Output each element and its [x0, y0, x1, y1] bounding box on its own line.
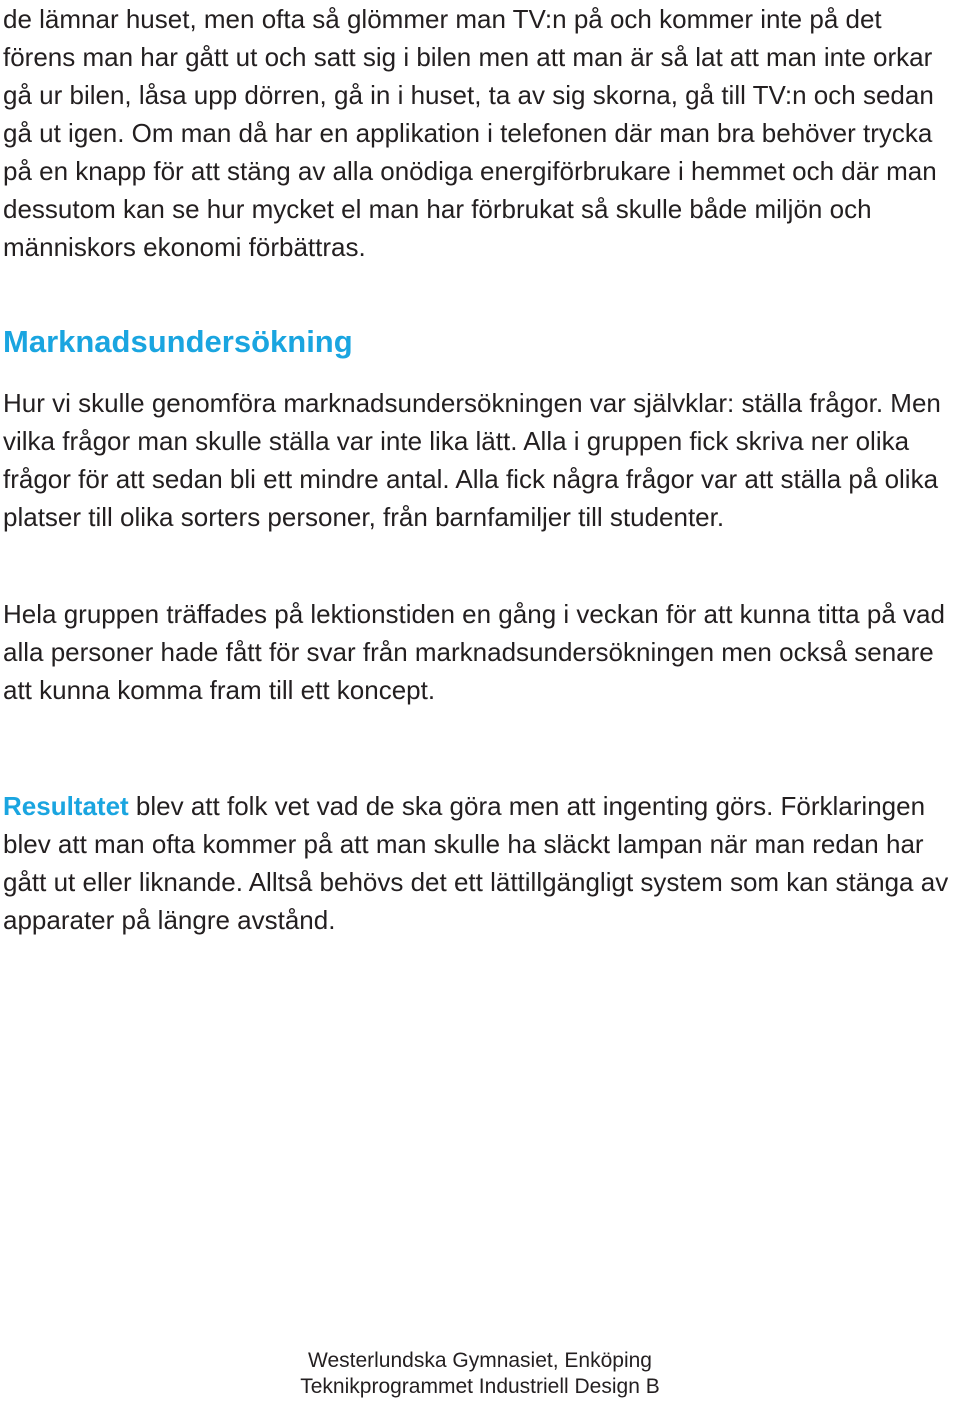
result-label: Resultatet — [3, 791, 129, 821]
market-research-paragraph: Hur vi skulle genomföra marknadsundersökningen var självklar: ställa frågor. Men vilka frågor man skulle ställa var inte lika lätt. Alla i gruppen fick skriva ner olika frågor för att sedan bli ett mindre antal. Alla fick några frågor var att ställa på olika platser till olika sorters personer, från barnfamiljer till studenter. — [3, 388, 941, 532]
result-paragraph — [3, 787, 960, 939]
group-meeting-paragraph: Hela gruppen träffades på lektionstiden en gång i veckan för att kunna titta på vad alla personer hade fått för svar från marknadsundersökningen men också senare att kunna komma fram till ett koncept. — [3, 599, 945, 705]
result-text: blev att folk vet vad de ska göra men att ingenting görs. Förklaringen blev att man ofta kommer på att man skulle ha släckt lampan när man redan har gått ut eller liknande. Alltså behövs det ett lättillgängligt system som kan stänga av apparater på längre avstånd. — [3, 791, 949, 935]
footer-school: Westerlundska Gymnasiet, Enköping — [308, 1349, 652, 1372]
page-footer — [0, 1348, 960, 1400]
footer-program: Teknikprogrammet Industriell Design B — [300, 1375, 660, 1398]
intro-paragraph: de lämnar huset, men ofta så glömmer man TV:n på och kommer inte på det förens man har gått ut och satt sig i bilen men att man är så lat att man inte orkar gå ur bilen, låsa upp dörren, gå in i huset, ta av sig skorna, gå till TV:n och sedan gå ut igen. Om man då har en applikation i telefonen där man bra behöver trycka på en knapp för att stäng av alla onödiga energiförbrukare i hemmet och där man dessutom kan se hur mycket el man har förbrukat så skulle både miljön och människors ekonomi förbättras. — [3, 4, 937, 262]
section-heading-market-research: Marknadsundersökning — [3, 324, 353, 359]
